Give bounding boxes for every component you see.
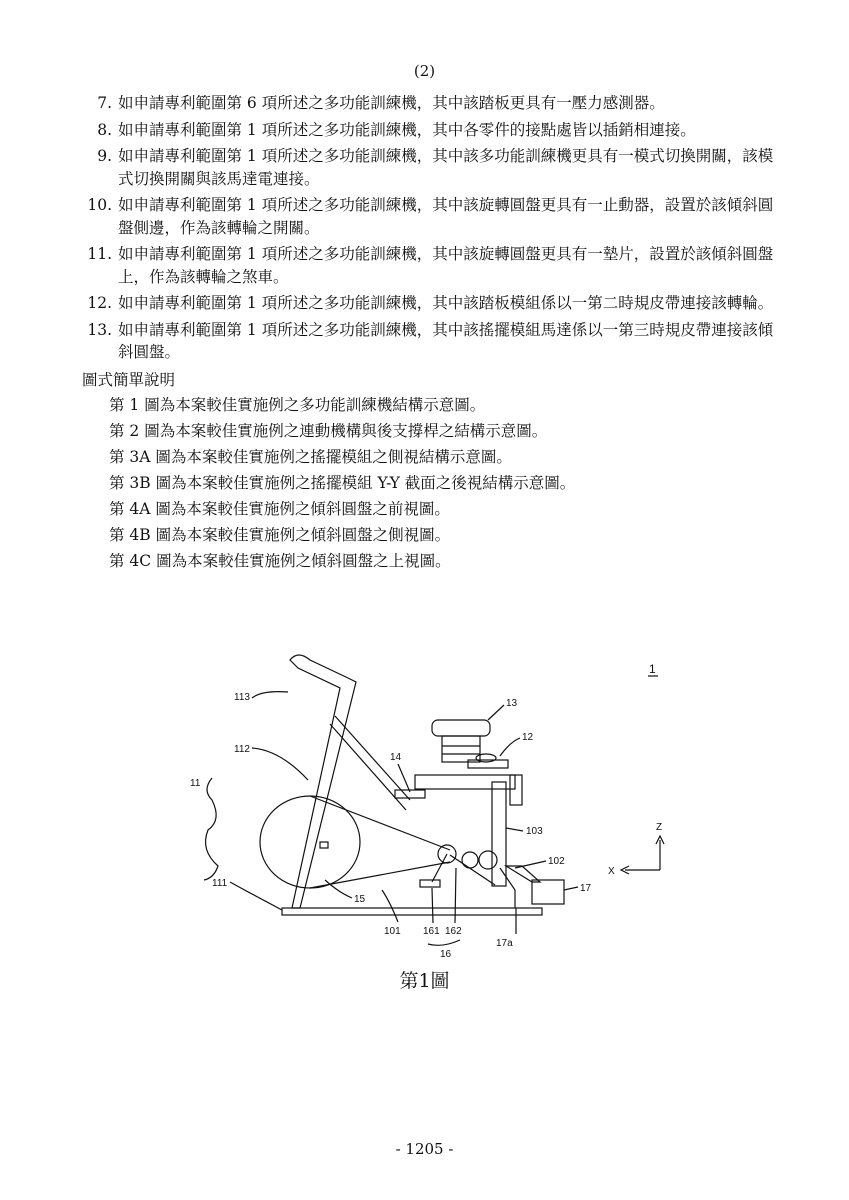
claim-item	[82, 243, 782, 288]
claim-number: 8.	[97, 120, 112, 139]
claim-text: 如申請專利範圍第 1 項所述之多功能訓練機，其中該搖擺模組馬達係以一第三時規皮帶連接該傾斜圓盤。	[118, 320, 774, 361]
claim-item	[82, 92, 782, 115]
motor-box	[532, 880, 564, 904]
leader-13	[488, 705, 504, 720]
axis-x-label: X	[608, 866, 615, 877]
claim-item	[82, 119, 782, 142]
label-13: 13	[506, 698, 518, 709]
label-14: 14	[390, 752, 402, 763]
figure-description-item: 第 4B 圖為本案較佳實施例之傾斜圓盤之側視圖。	[109, 525, 451, 544]
label-113: 113	[234, 692, 250, 703]
figure-description-item: 第 3A 圖為本案較佳實施例之搖擺模組之側視結構示意圖。	[109, 447, 512, 466]
claim-item	[82, 292, 782, 315]
leader-113	[252, 692, 288, 698]
claim-item	[82, 194, 782, 239]
figure-description-item: 第 3B 圖為本案較佳實施例之搖擺模組 Y-Y 截面之後視結構示意圖。	[109, 473, 576, 492]
seat-support	[442, 736, 480, 762]
claim-number: 11.	[87, 245, 112, 263]
leader-102	[515, 861, 546, 868]
claim-number: 7.	[97, 94, 112, 112]
label-12: 12	[522, 732, 534, 743]
seat-pad	[432, 720, 490, 736]
claim-number: 9.	[97, 147, 112, 165]
rear-upright	[492, 782, 506, 886]
figure-caption: 第1圖	[399, 970, 450, 992]
crank-link	[450, 855, 495, 885]
handlebar-frame	[290, 655, 356, 908]
claim-text: 如申請專利範圍第 1 項所述之多功能訓練機，其中該踏板模組係以一第二時規皮帶連接該轉輪。	[118, 294, 774, 312]
brace-11	[204, 778, 218, 880]
claim-number: 13.	[87, 320, 112, 339]
label-16: 16	[440, 949, 452, 960]
pulley-161	[462, 852, 478, 868]
claim-number: 12.	[87, 294, 112, 312]
leader-161	[432, 888, 433, 923]
label-17: 17	[580, 883, 592, 894]
claim-text: 如申請專利範圍第 1 項所述之多功能訓練機，其中該旋轉圓盤更具有一止動器，設置於該傾斜圓盤側邊，作為該轉輪之開關。	[118, 196, 774, 237]
leader-101	[382, 890, 398, 922]
figure-ref-number: 1	[649, 662, 656, 676]
page-header: (2)	[413, 62, 436, 80]
leader-111	[230, 882, 282, 910]
top-frame-bracket	[510, 775, 522, 805]
claim-item	[82, 319, 782, 364]
label-112: 112	[234, 744, 250, 755]
patent-figure-1	[170, 630, 690, 1010]
label-161: 161	[423, 926, 440, 937]
claim-number: 10.	[87, 196, 112, 214]
label-111: 111	[212, 878, 228, 889]
claim-item	[82, 145, 782, 190]
base-plate	[282, 908, 542, 915]
label-17a: 17a	[496, 938, 513, 949]
claim-text: 如申請專利範圍第 1 項所述之多功能訓練機，其中該旋轉圓盤更具有一墊片，設置於該傾斜圓盤上，作為該轉輪之煞車。	[118, 245, 774, 286]
label-102: 102	[548, 856, 565, 867]
claim-text: 如申請專利範圍第 1 項所述之多功能訓練機，其中各零件的接點處皆以插銷相連接。	[118, 120, 696, 139]
claim-text: 如申請專利範圍第 6 項所述之多功能訓練機，其中該踏板更具有一壓力感測器。	[118, 94, 665, 112]
label-101: 101	[384, 926, 401, 937]
figure-description-item: 第 4C 圖為本案較佳實施例之傾斜圓盤之上視圖。	[109, 551, 451, 570]
leader-12	[500, 738, 520, 756]
axis-z-label: Z	[656, 822, 663, 833]
label-162: 162	[445, 926, 462, 937]
leader-112	[252, 748, 308, 780]
claims-list	[82, 92, 782, 574]
disc-pin	[320, 842, 328, 848]
pulley-162	[479, 851, 497, 869]
label-15: 15	[354, 894, 366, 905]
leader-17	[564, 887, 578, 890]
motor-bracket	[500, 868, 515, 890]
claim-text: 如申請專利範圍第 1 項所述之多功能訓練機，其中該多功能訓練機更具有一模式切換開關，該模式切換開關與該馬達電連接。	[118, 147, 774, 188]
pedal	[420, 880, 440, 887]
belt-upper	[310, 796, 450, 850]
belt-lower	[310, 862, 450, 888]
label-11: 11	[190, 778, 201, 789]
leader-103	[506, 828, 523, 831]
tilt-disc-top	[476, 754, 496, 762]
figure-description-item: 第 1 圖為本案較佳實施例之多功能訓練機結構示意圖。	[109, 395, 486, 414]
brace-16	[428, 940, 460, 945]
figure-description-list	[109, 392, 782, 574]
page-number: - 1205 -	[395, 1140, 454, 1158]
tilt-disc	[468, 760, 508, 768]
section-title: 圖式簡單說明	[82, 370, 176, 389]
label-103: 103	[526, 826, 543, 837]
figure-description-item: 第 4A 圖為本案較佳實施例之傾斜圓盤之前視圖。	[109, 499, 450, 518]
figure-description-item: 第 2 圖為本案較佳實施例之連動機構與後支撐桿之結構示意圖。	[109, 421, 548, 440]
training-machine-drawing	[170, 630, 690, 1010]
